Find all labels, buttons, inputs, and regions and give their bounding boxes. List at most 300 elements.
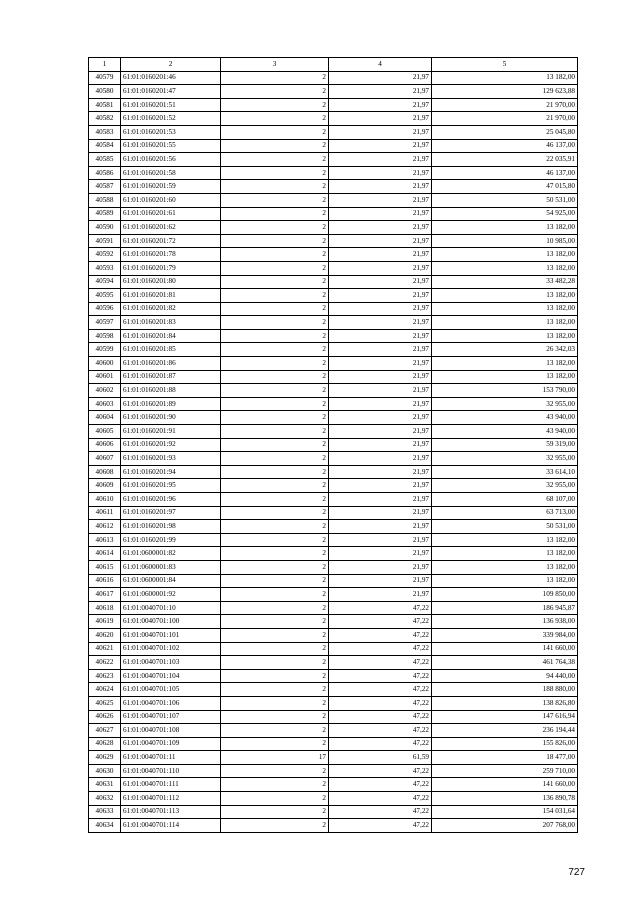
value-cell: 32 955,00	[432, 452, 578, 466]
value-cell: 13 182,00	[432, 221, 578, 235]
cadastral-number-cell: 61:01:0600001:82	[121, 547, 221, 561]
code-cell: 2	[221, 601, 329, 615]
cadastral-number-cell: 61:01:0600001:92	[121, 588, 221, 602]
row-number-cell: 40585	[89, 153, 121, 167]
row-number-cell: 40600	[89, 357, 121, 371]
row-number-cell: 40617	[89, 588, 121, 602]
cadastral-number-cell: 61:01:0160201:86	[121, 357, 221, 371]
code-cell: 2	[221, 628, 329, 642]
cadastral-number-cell: 61:01:0160201:56	[121, 153, 221, 167]
row-number-cell: 40598	[89, 329, 121, 343]
code-cell: 2	[221, 574, 329, 588]
code-cell: 2	[221, 180, 329, 194]
cadastral-number-cell: 61:01:0040701:101	[121, 628, 221, 642]
rate-cell: 47,22	[329, 628, 432, 642]
code-cell: 2	[221, 221, 329, 235]
row-number-cell: 40634	[89, 819, 121, 833]
table-body	[89, 71, 578, 832]
rate-cell: 21,97	[329, 411, 432, 425]
value-cell: 13 182,00	[432, 289, 578, 303]
cadastral-number-cell: 61:01:0160201:84	[121, 329, 221, 343]
rate-cell: 21,97	[329, 343, 432, 357]
row-number-cell: 40596	[89, 302, 121, 316]
cadastral-number-cell: 61:01:0040701:114	[121, 819, 221, 833]
row-number-cell: 40587	[89, 180, 121, 194]
code-cell: 2	[221, 193, 329, 207]
cadastral-number-cell: 61:01:0160201:60	[121, 193, 221, 207]
row-number-cell: 40582	[89, 112, 121, 126]
row-number-cell: 40594	[89, 275, 121, 289]
code-cell: 2	[221, 98, 329, 112]
code-cell: 2	[221, 71, 329, 85]
table-header	[89, 58, 578, 72]
row-number-cell: 40583	[89, 125, 121, 139]
value-cell: 43 940,00	[432, 425, 578, 439]
rate-cell: 21,97	[329, 452, 432, 466]
table-row	[89, 506, 578, 520]
value-cell: 13 182,00	[432, 370, 578, 384]
table-row	[89, 452, 578, 466]
value-cell: 259 710,00	[432, 764, 578, 778]
row-number-cell: 40629	[89, 751, 121, 765]
row-number-cell: 40627	[89, 724, 121, 738]
rate-cell: 47,22	[329, 792, 432, 806]
code-cell: 2	[221, 669, 329, 683]
rate-cell: 47,22	[329, 778, 432, 792]
rate-cell: 21,97	[329, 302, 432, 316]
code-cell: 2	[221, 425, 329, 439]
value-cell: 186 945,87	[432, 601, 578, 615]
code-cell: 2	[221, 438, 329, 452]
code-cell: 2	[221, 153, 329, 167]
row-number-cell: 40623	[89, 669, 121, 683]
cadastral-number-cell: 61:01:0160201:99	[121, 533, 221, 547]
cadastral-number-cell: 61:01:0040701:104	[121, 669, 221, 683]
table-row	[89, 180, 578, 194]
rate-cell: 21,97	[329, 112, 432, 126]
code-cell: 2	[221, 357, 329, 371]
cadastral-number-cell: 61:01:0040701:109	[121, 737, 221, 751]
value-cell: 188 880,00	[432, 683, 578, 697]
cadastral-number-cell: 61:01:0040701:111	[121, 778, 221, 792]
value-cell: 13 182,00	[432, 71, 578, 85]
value-cell: 47 015,80	[432, 180, 578, 194]
value-cell: 136 890,78	[432, 792, 578, 806]
cadastral-number-cell: 61:01:0160201:52	[121, 112, 221, 126]
table-row	[89, 425, 578, 439]
rate-cell: 21,97	[329, 85, 432, 99]
rate-cell: 21,97	[329, 98, 432, 112]
code-cell: 2	[221, 112, 329, 126]
rate-cell: 21,97	[329, 248, 432, 262]
column-header-2: 2	[121, 58, 221, 72]
code-cell: 2	[221, 520, 329, 534]
rate-cell: 61,59	[329, 751, 432, 765]
cadastral-number-cell: 61:01:0160201:79	[121, 261, 221, 275]
value-cell: 461 764,38	[432, 656, 578, 670]
table-row	[89, 370, 578, 384]
cadastral-number-cell: 61:01:0160201:83	[121, 316, 221, 330]
code-cell: 2	[221, 805, 329, 819]
table-row	[89, 601, 578, 615]
row-number-cell: 40616	[89, 574, 121, 588]
row-number-cell: 40618	[89, 601, 121, 615]
code-cell: 2	[221, 411, 329, 425]
table-row	[89, 438, 578, 452]
cadastral-number-cell: 61:01:0040701:11	[121, 751, 221, 765]
code-cell: 2	[221, 764, 329, 778]
row-number-cell: 40593	[89, 261, 121, 275]
cadastral-number-cell: 61:01:0160201:91	[121, 425, 221, 439]
code-cell: 2	[221, 533, 329, 547]
rate-cell: 47,22	[329, 642, 432, 656]
row-number-cell: 40599	[89, 343, 121, 357]
rate-cell: 21,97	[329, 261, 432, 275]
table-row	[89, 71, 578, 85]
value-cell: 339 984,00	[432, 628, 578, 642]
table-row	[89, 520, 578, 534]
rate-cell: 47,22	[329, 724, 432, 738]
table-row	[89, 792, 578, 806]
row-number-cell: 40592	[89, 248, 121, 262]
row-number-cell: 40631	[89, 778, 121, 792]
table-row	[89, 547, 578, 561]
value-cell: 63 713,00	[432, 506, 578, 520]
rate-cell: 21,97	[329, 153, 432, 167]
cadastral-number-cell: 61:01:0040701:107	[121, 710, 221, 724]
rate-cell: 47,22	[329, 819, 432, 833]
value-cell: 155 826,00	[432, 737, 578, 751]
cadastral-number-cell: 61:01:0040701:105	[121, 683, 221, 697]
cadastral-number-cell: 61:01:0160201:97	[121, 506, 221, 520]
row-number-cell: 40607	[89, 452, 121, 466]
rate-cell: 21,97	[329, 357, 432, 371]
cadastral-number-cell: 61:01:0160201:80	[121, 275, 221, 289]
code-cell: 2	[221, 710, 329, 724]
code-cell: 2	[221, 370, 329, 384]
cadastral-number-cell: 61:01:0160201:93	[121, 452, 221, 466]
value-cell: 32 955,00	[432, 397, 578, 411]
table-row	[89, 724, 578, 738]
value-cell: 33 482,28	[432, 275, 578, 289]
code-cell: 2	[221, 656, 329, 670]
value-cell: 13 182,00	[432, 574, 578, 588]
value-cell: 10 985,00	[432, 234, 578, 248]
table-row	[89, 85, 578, 99]
table-row	[89, 207, 578, 221]
cadastral-number-cell: 61:01:0160201:92	[121, 438, 221, 452]
cadastral-number-cell: 61:01:0160201:58	[121, 166, 221, 180]
rate-cell: 21,97	[329, 588, 432, 602]
cadastral-number-cell: 61:01:0160201:89	[121, 397, 221, 411]
rate-cell: 21,97	[329, 506, 432, 520]
code-cell: 2	[221, 289, 329, 303]
table-row	[89, 153, 578, 167]
table-row	[89, 574, 578, 588]
code-cell: 17	[221, 751, 329, 765]
code-cell: 2	[221, 275, 329, 289]
code-cell: 2	[221, 642, 329, 656]
value-cell: 13 182,00	[432, 560, 578, 574]
code-cell: 2	[221, 615, 329, 629]
row-number-cell: 40602	[89, 384, 121, 398]
cadastral-number-cell: 61:01:0160201:87	[121, 370, 221, 384]
row-number-cell: 40611	[89, 506, 121, 520]
cadastral-number-cell: 61:01:0040701:113	[121, 805, 221, 819]
cadastral-number-cell: 61:01:0160201:55	[121, 139, 221, 153]
code-cell: 2	[221, 207, 329, 221]
table-row	[89, 628, 578, 642]
rate-cell: 47,22	[329, 737, 432, 751]
value-cell: 94 440,00	[432, 669, 578, 683]
rate-cell: 21,97	[329, 438, 432, 452]
table-row	[89, 778, 578, 792]
rate-cell: 21,97	[329, 560, 432, 574]
row-number-cell: 40603	[89, 397, 121, 411]
table-row	[89, 819, 578, 833]
value-cell: 138 826,80	[432, 696, 578, 710]
code-cell: 2	[221, 493, 329, 507]
cadastral-number-cell: 61:01:0040701:100	[121, 615, 221, 629]
value-cell: 153 790,00	[432, 384, 578, 398]
table-row	[89, 343, 578, 357]
table-row	[89, 166, 578, 180]
rate-cell: 47,22	[329, 601, 432, 615]
cadastral-number-cell: 61:01:0160201:61	[121, 207, 221, 221]
table-row	[89, 669, 578, 683]
value-cell: 22 035,91	[432, 153, 578, 167]
table-row	[89, 615, 578, 629]
value-cell: 33 614,10	[432, 465, 578, 479]
cadastral-number-cell: 61:01:0160201:72	[121, 234, 221, 248]
code-cell: 2	[221, 261, 329, 275]
table-row	[89, 139, 578, 153]
cadastral-number-cell: 61:01:0160201:81	[121, 289, 221, 303]
value-cell: 13 182,00	[432, 533, 578, 547]
table-row	[89, 696, 578, 710]
table-row	[89, 98, 578, 112]
column-header-1: 1	[89, 58, 121, 72]
rate-cell: 21,97	[329, 166, 432, 180]
value-cell: 46 137,00	[432, 139, 578, 153]
code-cell: 2	[221, 683, 329, 697]
table-row	[89, 289, 578, 303]
rate-cell: 21,97	[329, 221, 432, 235]
value-cell: 50 531,00	[432, 193, 578, 207]
rate-cell: 47,22	[329, 764, 432, 778]
value-cell: 13 182,00	[432, 302, 578, 316]
row-number-cell: 40633	[89, 805, 121, 819]
row-number-cell: 40625	[89, 696, 121, 710]
cadastral-number-cell: 61:01:0160201:85	[121, 343, 221, 357]
value-cell: 13 182,00	[432, 248, 578, 262]
code-cell: 2	[221, 452, 329, 466]
cadastral-number-cell: 61:01:0160201:82	[121, 302, 221, 316]
code-cell: 2	[221, 778, 329, 792]
rate-cell: 21,97	[329, 547, 432, 561]
value-cell: 54 925,00	[432, 207, 578, 221]
row-number-cell: 40628	[89, 737, 121, 751]
code-cell: 2	[221, 234, 329, 248]
cadastral-number-cell: 61:01:0160201:94	[121, 465, 221, 479]
value-cell: 13 182,00	[432, 547, 578, 561]
table-row	[89, 302, 578, 316]
table-row	[89, 357, 578, 371]
rate-cell: 21,97	[329, 425, 432, 439]
row-number-cell: 40626	[89, 710, 121, 724]
row-number-cell: 40612	[89, 520, 121, 534]
cadastral-number-cell: 61:01:0160201:47	[121, 85, 221, 99]
row-number-cell: 40622	[89, 656, 121, 670]
rate-cell: 21,97	[329, 384, 432, 398]
value-cell: 21 970,00	[432, 98, 578, 112]
rate-cell: 21,97	[329, 139, 432, 153]
cadastral-number-cell: 61:01:0160201:62	[121, 221, 221, 235]
row-number-cell: 40606	[89, 438, 121, 452]
table-row	[89, 234, 578, 248]
value-cell: 21 970,00	[432, 112, 578, 126]
cadastral-number-cell: 61:01:0040701:108	[121, 724, 221, 738]
row-number-cell: 40581	[89, 98, 121, 112]
cadastral-number-cell: 61:01:0160201:78	[121, 248, 221, 262]
row-number-cell: 40579	[89, 71, 121, 85]
row-number-cell: 40589	[89, 207, 121, 221]
value-cell: 26 342,03	[432, 343, 578, 357]
data-table	[88, 57, 578, 833]
cadastral-number-cell: 61:01:0040701:10	[121, 601, 221, 615]
cadastral-number-cell: 61:01:0040701:103	[121, 656, 221, 670]
value-cell: 68 107,00	[432, 493, 578, 507]
column-header-4: 4	[329, 58, 432, 72]
table-row	[89, 533, 578, 547]
value-cell: 13 182,00	[432, 261, 578, 275]
value-cell: 25 045,80	[432, 125, 578, 139]
cadastral-number-cell: 61:01:0160201:98	[121, 520, 221, 534]
value-cell: 13 182,00	[432, 329, 578, 343]
table-row	[89, 479, 578, 493]
rate-cell: 21,97	[329, 370, 432, 384]
cadastral-number-cell: 61:01:0160201:59	[121, 180, 221, 194]
value-cell: 46 137,00	[432, 166, 578, 180]
value-cell: 141 660,00	[432, 642, 578, 656]
rate-cell: 21,97	[329, 329, 432, 343]
code-cell: 2	[221, 139, 329, 153]
value-cell: 43 940,00	[432, 411, 578, 425]
rate-cell: 21,97	[329, 493, 432, 507]
rate-cell: 47,22	[329, 615, 432, 629]
row-number-cell: 40613	[89, 533, 121, 547]
cadastral-number-cell: 61:01:0160201:90	[121, 411, 221, 425]
table-row	[89, 656, 578, 670]
code-cell: 2	[221, 547, 329, 561]
value-cell: 147 616,94	[432, 710, 578, 724]
value-cell: 129 623,88	[432, 85, 578, 99]
table-row	[89, 193, 578, 207]
rate-cell: 21,97	[329, 71, 432, 85]
table-row	[89, 465, 578, 479]
code-cell: 2	[221, 329, 329, 343]
code-cell: 2	[221, 166, 329, 180]
row-number-cell: 40621	[89, 642, 121, 656]
code-cell: 2	[221, 465, 329, 479]
rate-cell: 21,97	[329, 397, 432, 411]
value-cell: 207 768,00	[432, 819, 578, 833]
table-row	[89, 710, 578, 724]
rate-cell: 47,22	[329, 669, 432, 683]
rate-cell: 21,97	[329, 520, 432, 534]
cadastral-number-cell: 61:01:0160201:96	[121, 493, 221, 507]
rate-cell: 21,97	[329, 574, 432, 588]
row-number-cell: 40609	[89, 479, 121, 493]
cadastral-number-cell: 61:01:0040701:106	[121, 696, 221, 710]
table-row	[89, 560, 578, 574]
table-row	[89, 221, 578, 235]
code-cell: 2	[221, 588, 329, 602]
rate-cell: 47,22	[329, 710, 432, 724]
table-row	[89, 588, 578, 602]
row-number-cell: 40588	[89, 193, 121, 207]
cadastral-number-cell: 61:01:0040701:102	[121, 642, 221, 656]
code-cell: 2	[221, 397, 329, 411]
value-cell: 236 194,44	[432, 724, 578, 738]
code-cell: 2	[221, 506, 329, 520]
column-header-3: 3	[221, 58, 329, 72]
rate-cell: 21,97	[329, 207, 432, 221]
code-cell: 2	[221, 125, 329, 139]
rate-cell: 47,22	[329, 805, 432, 819]
rate-cell: 21,97	[329, 234, 432, 248]
table-row	[89, 275, 578, 289]
row-number-cell: 40597	[89, 316, 121, 330]
table-row	[89, 397, 578, 411]
rate-cell: 21,97	[329, 193, 432, 207]
cadastral-number-cell: 61:01:0160201:88	[121, 384, 221, 398]
table-row	[89, 248, 578, 262]
row-number-cell: 40624	[89, 683, 121, 697]
value-cell: 13 182,00	[432, 357, 578, 371]
table-row	[89, 493, 578, 507]
table-row	[89, 316, 578, 330]
row-number-cell: 40619	[89, 615, 121, 629]
row-number-cell: 40595	[89, 289, 121, 303]
row-number-cell: 40604	[89, 411, 121, 425]
rate-cell: 21,97	[329, 289, 432, 303]
row-number-cell: 40591	[89, 234, 121, 248]
value-cell: 59 319,00	[432, 438, 578, 452]
page-number: 727	[568, 867, 585, 878]
table-row	[89, 683, 578, 697]
value-cell: 109 850,00	[432, 588, 578, 602]
row-number-cell: 40620	[89, 628, 121, 642]
code-cell: 2	[221, 560, 329, 574]
value-cell: 13 182,00	[432, 316, 578, 330]
rate-cell: 47,22	[329, 683, 432, 697]
table-row	[89, 764, 578, 778]
code-cell: 2	[221, 302, 329, 316]
cadastral-number-cell: 61:01:0040701:112	[121, 792, 221, 806]
row-number-cell: 40586	[89, 166, 121, 180]
code-cell: 2	[221, 737, 329, 751]
cadastral-number-cell: 61:01:0040701:110	[121, 764, 221, 778]
row-number-cell: 40605	[89, 425, 121, 439]
cadastral-number-cell: 61:01:0160201:53	[121, 125, 221, 139]
row-number-cell: 40608	[89, 465, 121, 479]
table-row	[89, 112, 578, 126]
rate-cell: 21,97	[329, 316, 432, 330]
rate-cell: 21,97	[329, 465, 432, 479]
table-row	[89, 751, 578, 765]
value-cell: 136 938,00	[432, 615, 578, 629]
